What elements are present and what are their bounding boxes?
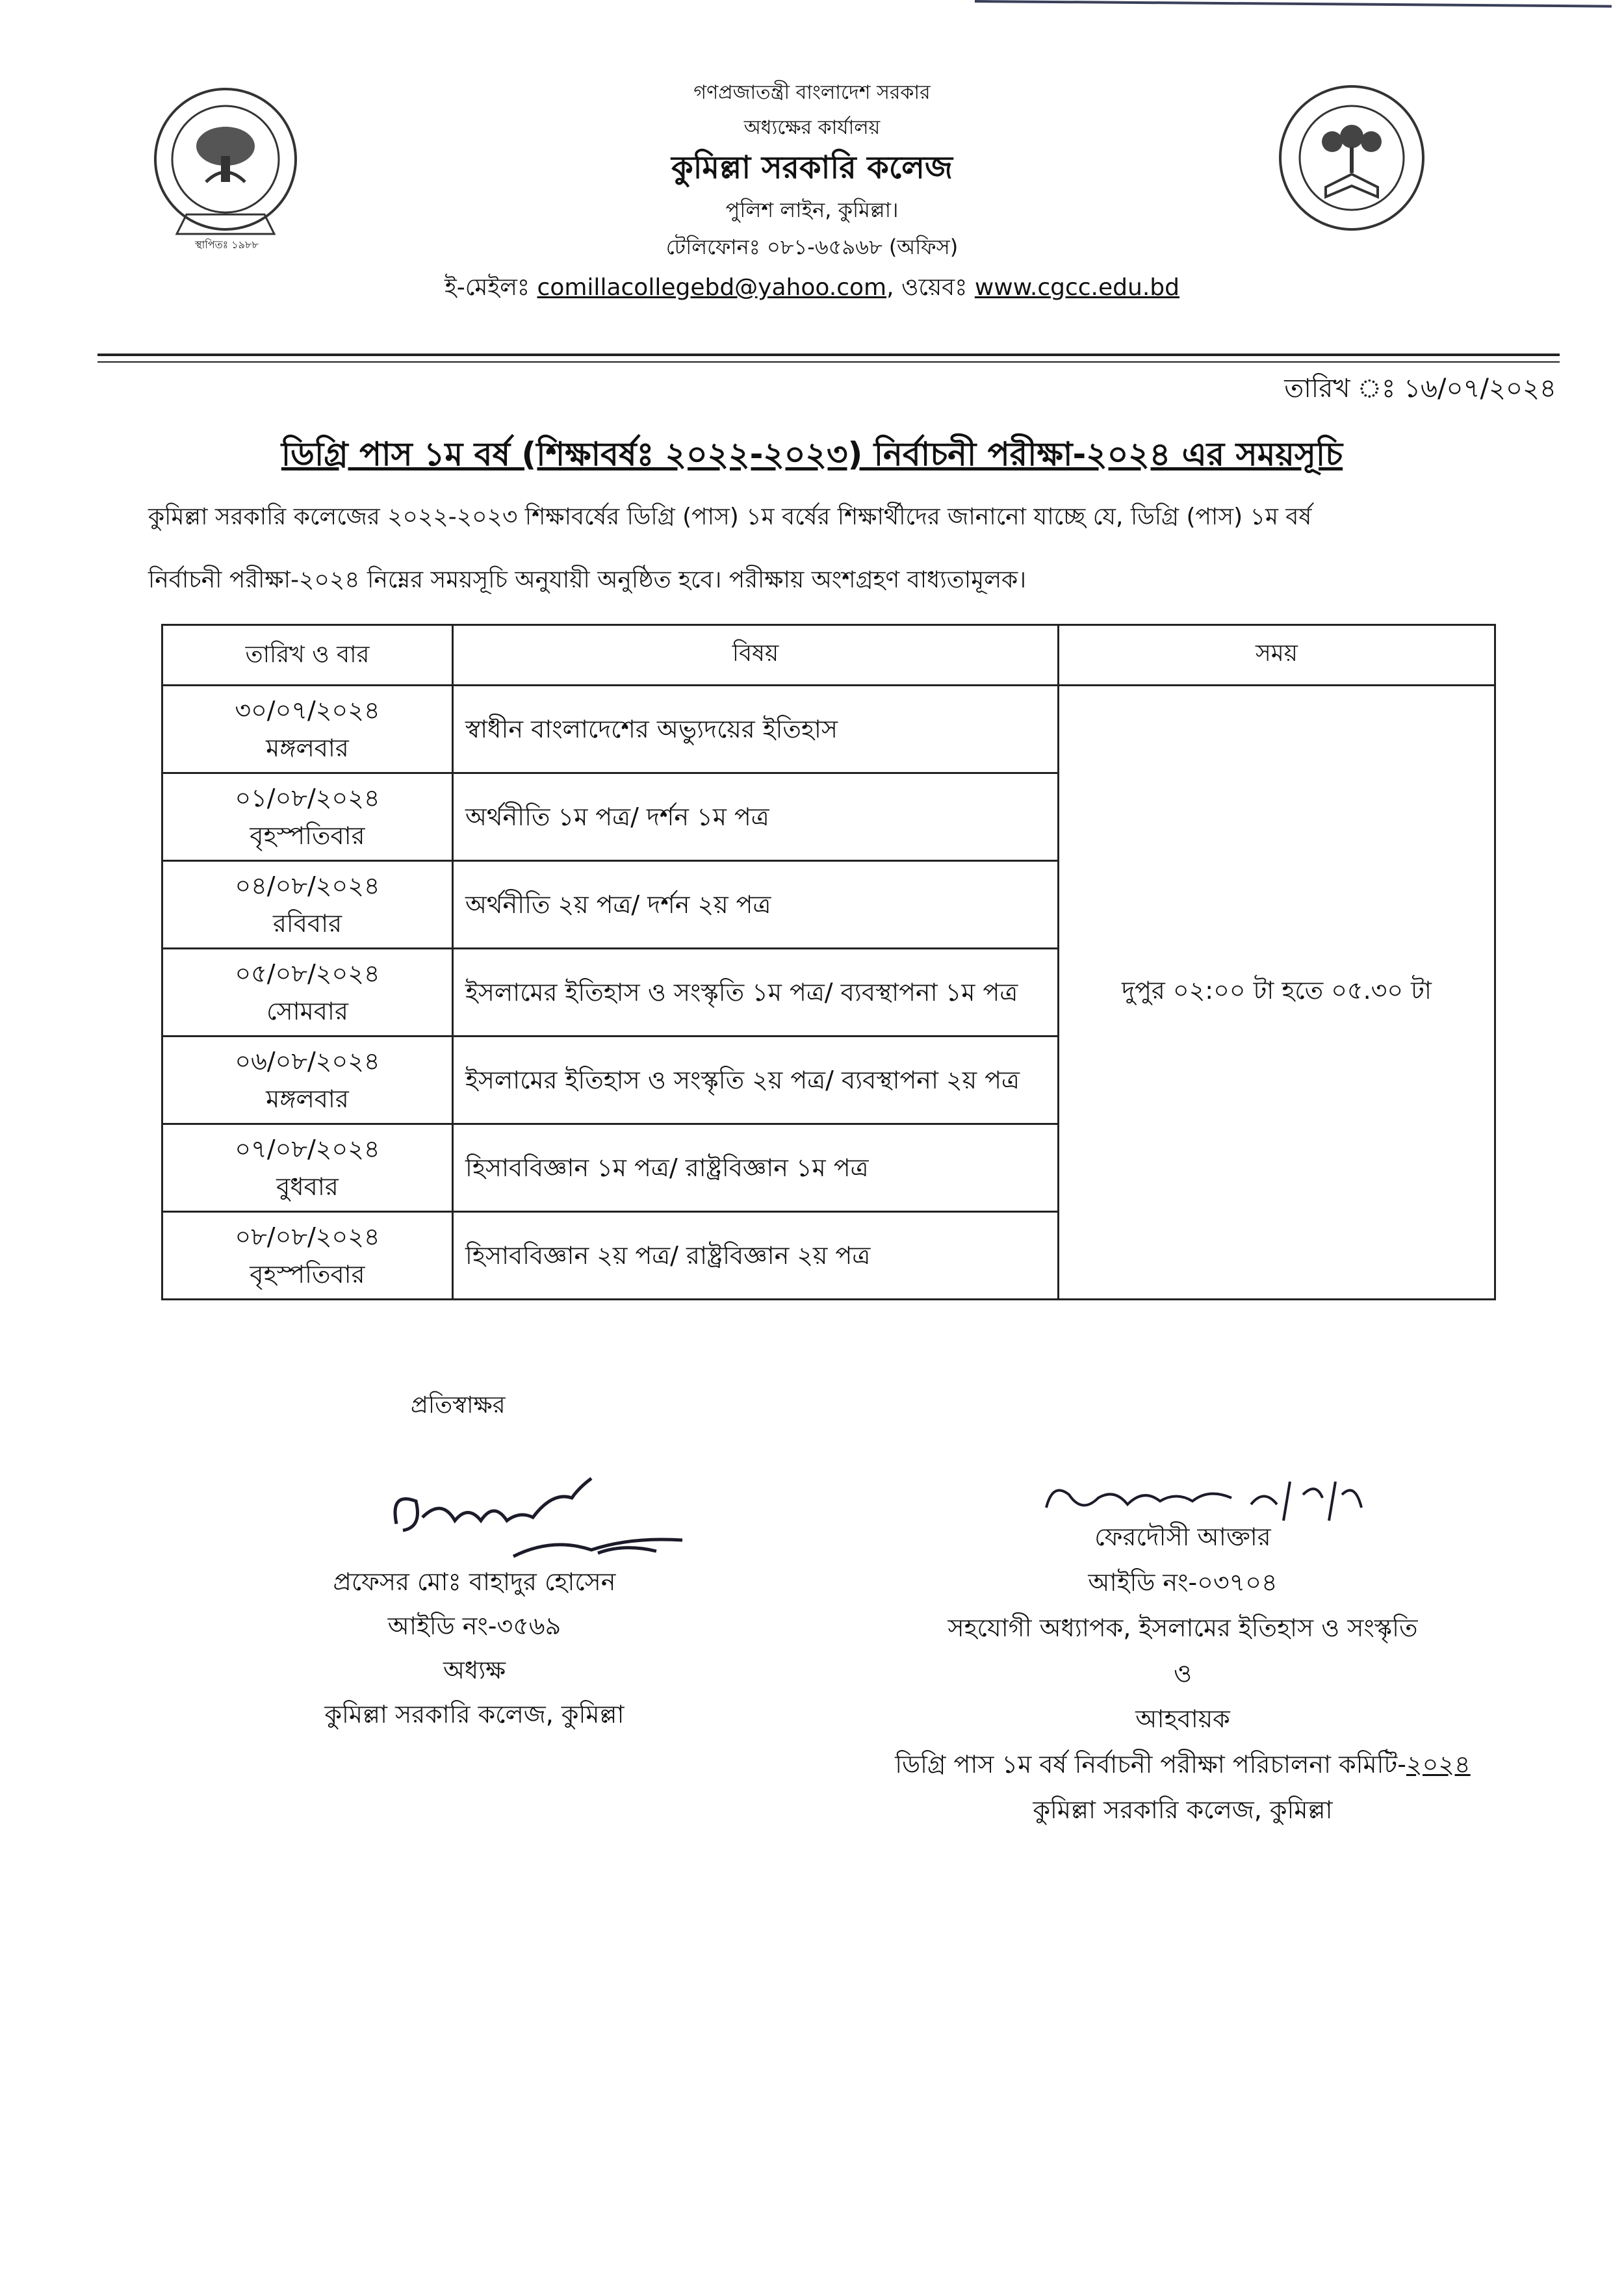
signatory-left-name: প্রফেসর মোঃ বাহাদুর হোসেন <box>333 1567 616 1596</box>
exam-date: ০১/০৮/২০২৪ <box>235 784 380 812</box>
signatory-right-id: আইডি নং-০৩৭০৪ <box>1088 1568 1278 1597</box>
exam-subject: হিসাববিজ্ঞান ২য় পত্র/ রাষ্ট্রবিজ্ঞান ২য় পত্র <box>453 1212 1059 1300</box>
exam-day: বৃহস্পতিবার <box>250 821 365 850</box>
exam-date: ০৬/০৮/২০২৪ <box>235 1047 380 1075</box>
signatory-right-designation: সহযোগী অধ্যাপক, ইসলামের ইতিহাস ও সংস্কৃতি <box>947 1614 1418 1642</box>
exam-day: মঙ্গলবার <box>266 734 349 762</box>
page-title: ডিগ্রি পাস ১ম বর্ষ (শিক্ষাবর্ষঃ ২০২২-২০২৩) নির্বাচনী পরীক্ষা-২০২৪ এর সময়সূচি <box>281 435 1343 473</box>
date-cell <box>162 949 453 1036</box>
signatory-right-block <box>767 1514 1599 1833</box>
signatory-right-institution: কুমিল্লা সরকারি কলেজ, কুমিল্লা <box>1033 1796 1333 1824</box>
header-time: সময় <box>1059 625 1495 686</box>
website-link[interactable]: www.cgcc.edu.bd <box>974 274 1179 301</box>
exam-date: ০৪/০৮/২০২৪ <box>235 871 380 900</box>
exam-day: রবিবার <box>273 909 342 938</box>
header-subject: বিষয় <box>453 625 1059 686</box>
date-cell <box>162 1124 453 1212</box>
address-line: পুলিশ লাইন, কুমিল্লা। <box>725 198 899 222</box>
exam-time: দুপুর ০২:০০ টা হতে ০৫.৩০ টা <box>1059 686 1495 1300</box>
committee-name: ডিগ্রি পাস ১ম বর্ষ নির্বাচনী পরীক্ষা পরিচালনা কমিটি- <box>895 1750 1406 1779</box>
date-cell <box>162 773 453 861</box>
header-divider-thin <box>97 361 1560 363</box>
signatory-left-designation: অধ্যক্ষ <box>443 1656 506 1684</box>
date-cell <box>162 861 453 949</box>
exam-subject: অর্থনীতি ১ম পত্র/ দর্শন ১ম পত্র <box>453 773 1059 861</box>
scan-edge-line <box>975 0 1612 8</box>
signatory-left-id: আইডি নং-৩৫৬৯ <box>387 1612 561 1640</box>
date-cell <box>162 1036 453 1124</box>
exam-day: বৃহস্পতিবার <box>250 1260 365 1289</box>
web-label: , ওয়েবঃ <box>886 274 968 301</box>
exam-subject: ইসলামের ইতিহাস ও সংস্কৃতি ২য় পত্র/ ব্যবস্থাপনা ২য় পত্র <box>453 1036 1059 1124</box>
exam-day: মঙ্গলবার <box>266 1085 349 1113</box>
signatory-left-institution: কুমিল্লা সরকারি কলেজ, কুমিল্লা <box>324 1700 625 1729</box>
exam-date: ৩০/০৭/২০২৪ <box>235 696 380 725</box>
signatory-right-name: ফেরদৌসী আক্তার <box>1094 1523 1271 1551</box>
signatory-right-and: ও <box>1174 1659 1192 1688</box>
email-link[interactable]: comillacollegebd@yahoo.com <box>537 274 887 301</box>
signatory-right-role: আহবায়ক <box>1135 1705 1230 1733</box>
exam-subject: স্বাধীন বাংলাদেশের অভ্যুদয়ের ইতিহাস <box>453 686 1059 773</box>
exam-day: সোমবার <box>266 997 348 1025</box>
header-divider <box>97 354 1560 356</box>
exam-date: ০৭/০৮/২০২৪ <box>235 1135 380 1163</box>
header-date-day: তারিখ ও বার <box>162 625 453 686</box>
exam-subject: ইসলামের ইতিহাস ও সংস্কৃতি ১ম পত্র/ ব্যবস্থাপনা ১ম পত্র <box>453 949 1059 1036</box>
govt-line: গণপ্রজাতন্ত্রী বাংলাদেশ সরকার <box>693 81 931 104</box>
exam-date: ০৫/০৮/২০২৪ <box>235 959 380 988</box>
exam-subject: অর্থনীতি ২য় পত্র/ দর্শন ২য় পত্র <box>453 861 1059 949</box>
exam-subject: হিসাববিজ্ঞান ১ম পত্র/ রাষ্ট্রবিজ্ঞান ১ম পত্র <box>453 1124 1059 1212</box>
countersign-label: প্রতিস্বাক্ষর <box>411 1392 506 1419</box>
committee-year: ২০২৪ <box>1406 1750 1471 1779</box>
college-name: কুমিল্লা সরকারি কলেজ <box>671 149 953 186</box>
notice-date: তারিখ ঃ ১৬/০৭/২০২৪ <box>1284 374 1556 404</box>
signatory-right-committee <box>767 1742 1599 1787</box>
table-row <box>162 686 1495 773</box>
exam-schedule-table <box>161 624 1496 1300</box>
date-cell <box>162 686 453 773</box>
intro-line-1: কুমিল্লা সরকারি কলেজের ২০২২-২০২৩ শিক্ষাবর্ষের ডিগ্রি (পাস) ১ম বর্ষের শিক্ষার্থীদের জানানো যাচ্ছে যে, ডিগ্রি (পাস) ১ম বর্ষ <box>148 504 1312 530</box>
seal-established-text: স্থাপিতঃ ১৯৮৮ <box>195 238 259 251</box>
exam-day: বুধবার <box>276 1172 339 1201</box>
date-cell <box>162 1212 453 1300</box>
contact-line <box>0 270 1624 309</box>
signatory-left-block <box>260 1560 689 1736</box>
signature-left <box>383 1465 734 1563</box>
email-label: ই-মেইলঃ <box>445 274 530 301</box>
office-line: অধ্যক্ষের কার্যালয় <box>743 116 881 139</box>
intro-line-2: নির্বাচনী পরীক্ষা-২০২৪ নিম্নের সময়সূচি অনুযায়ী অনুষ্ঠিত হবে। পরীক্ষায় অংশগ্রহণ বাধ্যতামূলক। <box>148 567 1027 593</box>
phone-line: টেলিফোনঃ ০৮১-৬৫৯৬৮ (অফিস) <box>665 235 959 259</box>
exam-date: ০৮/০৮/২০২৪ <box>235 1222 380 1251</box>
table-header-row <box>162 625 1495 686</box>
